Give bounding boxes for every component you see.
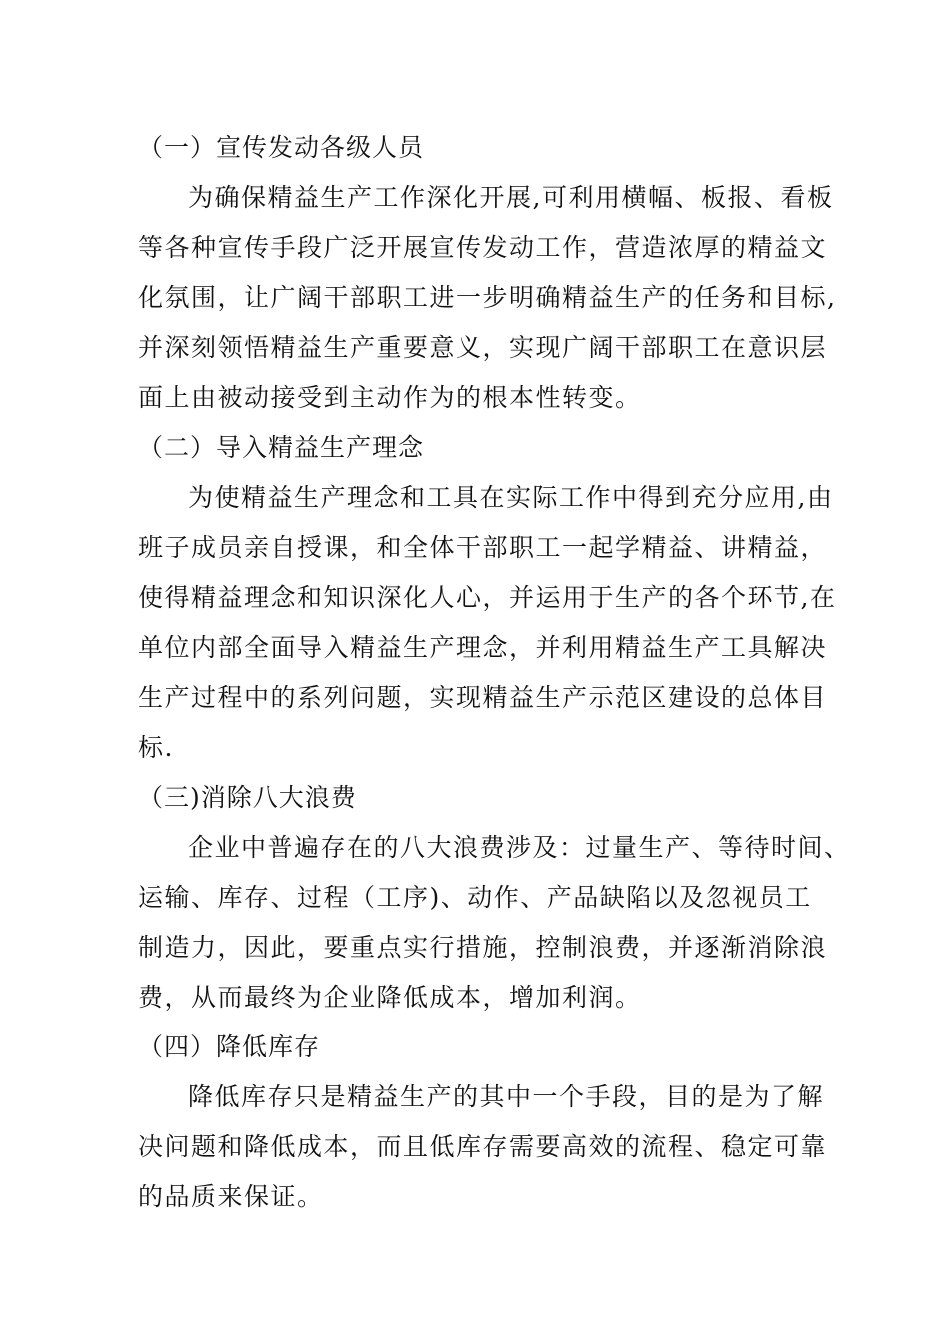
paragraph-line: 面上由被动接受到主动作为的根本性转变。 (138, 383, 642, 412)
paragraph-line: 为使精益生产理念和工具在实际工作中得到充分应用,由 (188, 483, 834, 512)
paragraph-line: 班子成员亲自授课，和全体干部职工一起学精益、讲精益， (138, 533, 828, 562)
paragraph-line: 标. (138, 733, 174, 762)
paragraph-line: 制造力，因此，要重点实行措施，控制浪费，并逐渐消除浪 (138, 933, 828, 962)
paragraph-line: 单位内部全面导入精益生产理念，并利用精益生产工具解决 (138, 633, 828, 662)
section-heading-1: （一）宣传发动各级人员 (138, 133, 425, 162)
paragraph-line: 并深刻领悟精益生产重要意义，实现广阔干部职工在意识层 (138, 333, 828, 362)
section-heading-2: （二）导入精益生产理念 (138, 433, 425, 462)
paragraph-line: 使得精益理念和知识深化人心，并运用于生产的各个环节,在 (138, 583, 837, 612)
paragraph-line: 的品质来保证。 (138, 1182, 324, 1211)
paragraph-line: 决问题和降低成本，而且低库存需要高效的流程、稳定可靠 (138, 1132, 828, 1161)
paragraph-line: 化氛围，让广阔干部职工进一步明确精益生产的任务和目标, (138, 283, 837, 312)
paragraph-line: 运输、库存、过程（工序)、动作、产品缺陷以及忽视员工 (138, 883, 812, 912)
paragraph-line: 等各种宣传手段广泛开展宣传发动工作，营造浓厚的精益文 (138, 233, 828, 262)
paragraph-line: 为确保精益生产工作深化开展,可利用横幅、板报、看板 (188, 183, 834, 212)
paragraph-line: 生产过程中的系列问题，实现精益生产示范区建设的总体目 (138, 683, 828, 712)
section-heading-4: （四）降低库存 (138, 1032, 321, 1061)
paragraph-line: 企业中普遍存在的八大浪费涉及：过量生产、等待时间、 (188, 833, 851, 862)
section-heading-3: （三)消除八大浪费 (138, 783, 357, 812)
paragraph-line: 降低库存只是精益生产的其中一个手段，目的是为了解 (188, 1082, 825, 1111)
paragraph-line: 费，从而最终为企业降低成本，增加利润。 (138, 983, 642, 1012)
